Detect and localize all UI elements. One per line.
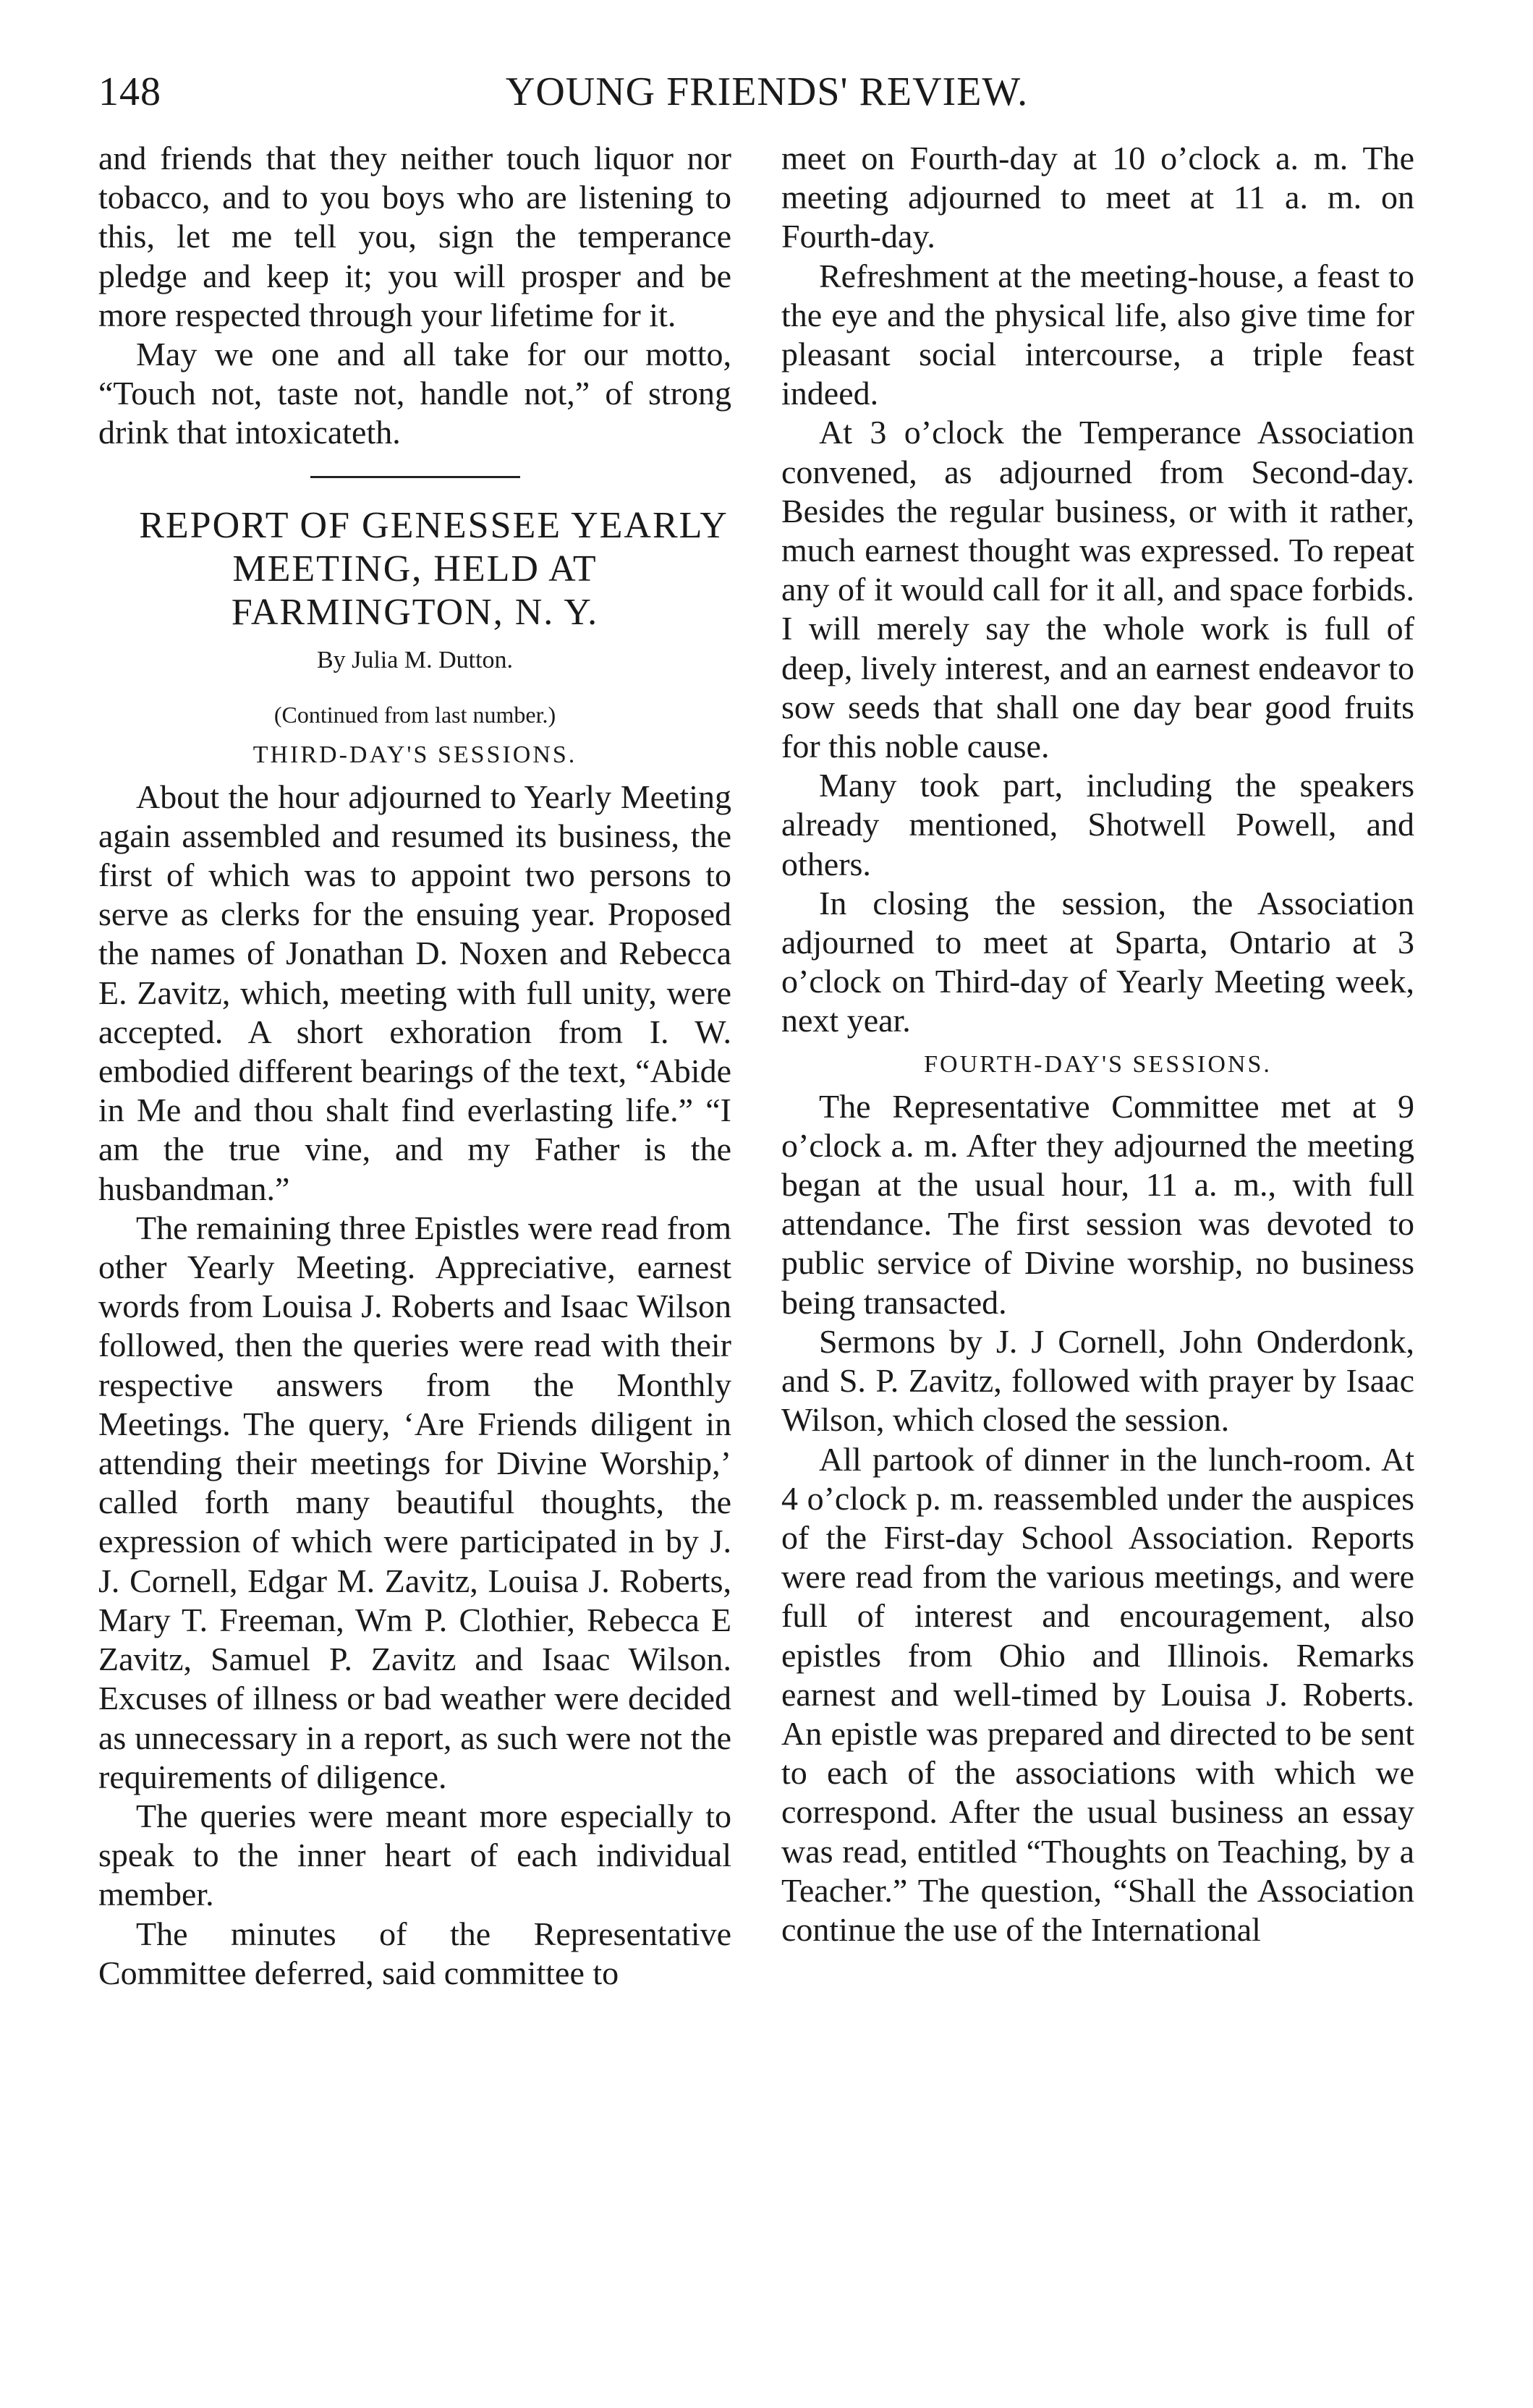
paragraph: Refreshment at the meeting-house, a feast to the eye and the physical life, also give time for pleasant social intercourse, a triple feast indeed. bbox=[781, 257, 1414, 412]
paragraph: and friends that they neither touch liquor nor tobacco, and to you boys who are listening to this, let me tell you, sign the temperance pledge and keep it; you will prosper and be more respected through your lifetime for it. bbox=[98, 140, 731, 333]
journal-title: YOUNG FRIENDS' REVIEW. bbox=[505, 69, 1029, 114]
byline: By Julia M. Dutton. bbox=[316, 646, 514, 673]
right-column bbox=[781, 139, 1414, 1949]
left-column bbox=[98, 139, 731, 1993]
running-header bbox=[98, 69, 1435, 127]
paragraph: Sermons by J. J Cornell, John Onderdonk, and S. P. Zavitz, followed with prayer by Isaac Wilson, which closed the session. bbox=[781, 1322, 1414, 1439]
paragraph: May we one and all take for our motto, “Touch not, taste not, handle not,” of strong drink that intoxicateth. bbox=[98, 336, 731, 451]
section-divider bbox=[310, 476, 520, 478]
section-heading: FOURTH-DAY'S SESSIONS. bbox=[924, 1050, 1272, 1078]
continued-note: (Continued from last number.) bbox=[273, 701, 556, 728]
paragraph: The queries were meant more especially to speak to the inner heart of each individual member. bbox=[98, 1797, 731, 1913]
paragraph: The minutes of the Representative Committee deferred, said committee to bbox=[98, 1915, 731, 1991]
page-number: 148 bbox=[98, 69, 161, 114]
paragraph: All partook of dinner in the lunch-room. At 4 o’clock p. m. reassembled under the auspices of the First-day School Association. Reports were read from the various meetings, and were full of interest and encouragement, also epistles from Ohio and Illinois. Remarks earnest and well-timed by Louisa J. Roberts. An epistle was prepared and directed to be sent to each of the associations with which we correspond. After the usual business an essay was read, entitled “Thoughts on Teaching, by a Teacher.” The question, “Shall the Association continue the use of the International bbox=[781, 1440, 1414, 1948]
article-title: REPORT OF GENESSEE YEARLY MEETING, HELD AT FARMINGTON, N. Y. bbox=[139, 504, 729, 633]
paragraph: About the hour adjourned to Yearly Meeting again assembled and resumed its business, the first of which was to appoint two persons to serve as clerks for the ensuing year. Proposed the names of Jonathan D. Noxen and Rebecca E. Zavitz, which, meeting with full unity, were accepted. A short exhoration from I. W. embodied different bearings of the text, “Abide in Me and thou shalt find everlasting life.” “I am the true vine, and my Father is the husbandman.” bbox=[98, 778, 731, 1207]
paragraph: The remaining three Epistles were read from other Yearly Meeting. Appreciative, earnest words from Louisa J. Roberts and Isaac Wilson followed, then the queries were read with their respective answers from the Monthly Meetings. The query, ‘Are Friends diligent in attending their meetings for Divine Worship,’ called forth many beautiful thoughts, the expression of which were participated in by J. J. Cornell, Edgar M. Zavitz, Louisa J. Roberts, Mary T. Freeman, Wm P. Clothier, Rebecca E Zavitz, Samuel P. Zavitz and Isaac Wilson. Excuses of illness or bad weather were decided as unnecessary in a report, as such were not the requirements of diligence. bbox=[98, 1209, 731, 1795]
section-heading: THIRD-DAY'S SESSIONS. bbox=[252, 741, 577, 768]
paragraph: Many took part, including the speakers already mentioned, Shotwell Powell, and others. bbox=[781, 767, 1414, 882]
paragraph: In closing the session, the Association adjourned to meet at Sparta, Ontario at 3 o’clock on Third-day of Yearly Meeting week, next year. bbox=[781, 884, 1414, 1039]
paragraph: At 3 o’clock the Temperance Association convened, as adjourned from Second-day. Besides the regular business, or with it rather, much earnest thought was expressed. To repeat any of it would call for it all, and space forbids. I will merely say the whole work is full of deep, lively interest, and an earnest endeavor to sow seeds that shall one day bear good fruits for this noble cause. bbox=[781, 414, 1414, 765]
paragraph: The Representative Committee met at 9 o’clock a. m. After they adjourned the meeting began at the usual hour, 11 a. m., with full attendance. The first session was devoted to public service of Divine worship, no business being transacted. bbox=[781, 1087, 1414, 1321]
paragraph: meet on Fourth-day at 10 o’clock a. m. The meeting adjourned to meet at 11 a. m. on Fourth-day. bbox=[781, 140, 1414, 255]
